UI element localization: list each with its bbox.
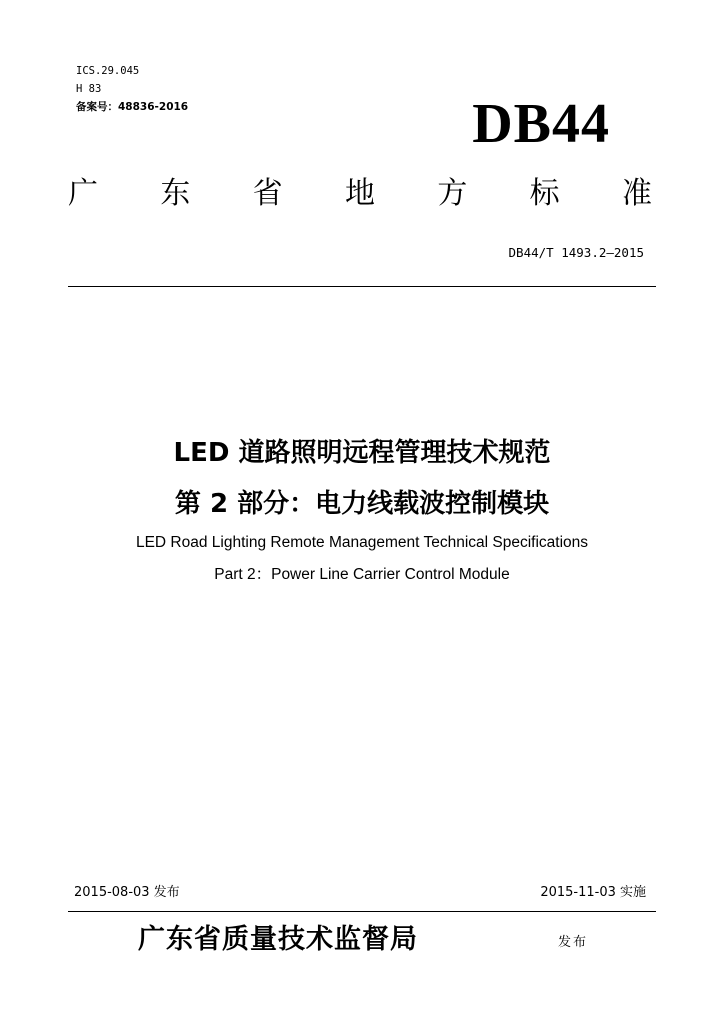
standard-type-char: 准 <box>621 176 652 211</box>
ics-code: ICS.29.045 <box>76 65 140 77</box>
issuing-authority: 广东省质量技术监督局 <box>138 924 418 955</box>
standard-type-char: 方 <box>437 176 468 211</box>
publish-date: 2015-08-03 发布 <box>74 885 180 900</box>
title-english-line1: LED Road Lighting Remote Management Technical Specifications <box>135 534 589 551</box>
standard-type-char: 标 <box>529 176 560 211</box>
title-chinese-line1: LED 道路照明远程管理技术规范 <box>173 438 551 468</box>
title-chinese-line2: 第 2 部分：电力线载波控制模块 <box>174 489 550 519</box>
standard-number: DB44/T 1493.2—2015 <box>508 245 644 260</box>
title-english-line2: Part 2：Power Line Carrier Control Module <box>214 566 510 583</box>
issuing-label: 发布 <box>558 935 589 950</box>
standard-type-heading <box>68 176 652 212</box>
footer-divider <box>68 911 656 912</box>
record-number: 备案号：48836-2016 <box>76 101 189 113</box>
db44-logo: DB44 <box>472 93 610 155</box>
effective-date: 2015-11-03 实施 <box>540 885 646 900</box>
standard-type-char: 省 <box>252 176 283 211</box>
standard-type-char: 广 <box>68 176 98 211</box>
standard-type-char: 东 <box>160 176 191 211</box>
standard-type-char: 地 <box>344 176 375 211</box>
classification-code: H 83 <box>76 83 102 95</box>
header-divider <box>68 286 656 287</box>
